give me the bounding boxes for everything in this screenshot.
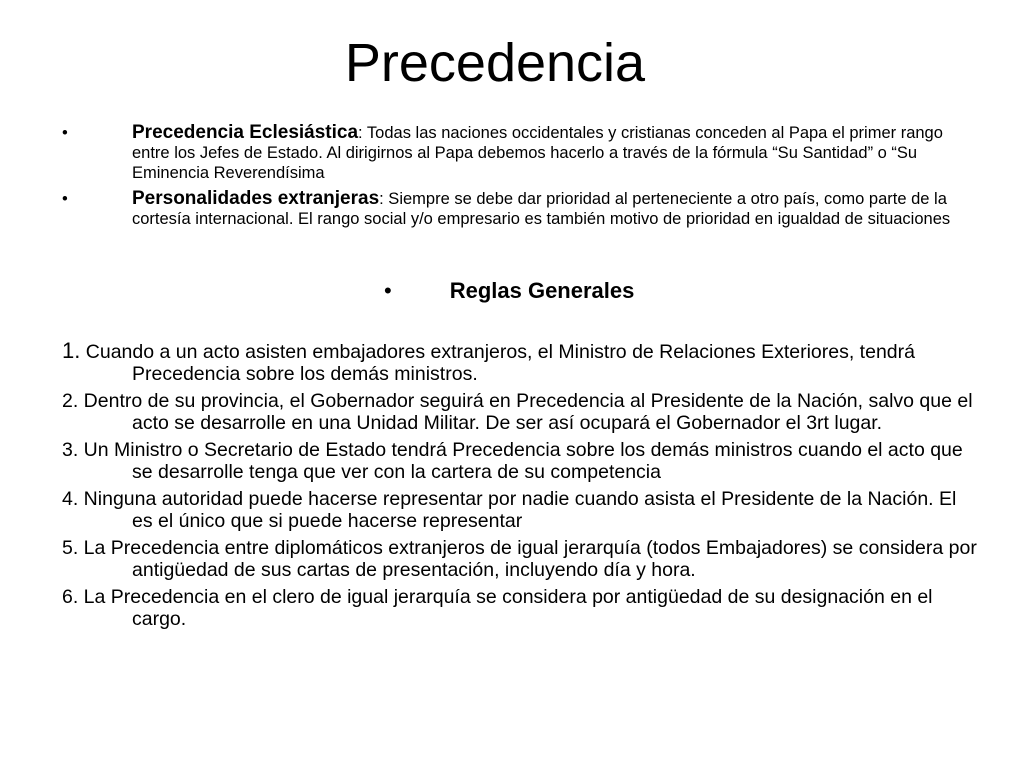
rule-text: Cuando a un acto asisten embajadores extranjeros, el Ministro de Relaciones Exteriores, tendrá Precedencia sobre los demás ministros.: [80, 341, 915, 385]
rule-text: La Precedencia en el clero de igual jerarquía se considera por antigüedad de su designación en el cargo.: [78, 586, 933, 630]
bullet-lead: Precedencia Eclesiástica: [132, 122, 359, 143]
rules-list: [62, 340, 982, 635]
bullet-extranjeras: [62, 189, 982, 229]
bullet-marker: •: [62, 190, 68, 208]
rule-number: 6.: [62, 586, 79, 608]
rule-number: 3.: [62, 439, 79, 461]
rule-item: [62, 439, 982, 483]
section-heading: [384, 277, 634, 305]
slide-title: Precedencia: [344, 33, 646, 93]
section-heading-text: Reglas Generales: [449, 278, 635, 303]
rule-item: [62, 488, 982, 532]
rule-text: La Precedencia entre diplomáticos extranjeros de igual jerarquía (todos Embajadores) se considera por antigüedad de sus cartas de presentación, incluyendo día y hora.: [78, 537, 977, 581]
bullet-content: [132, 189, 982, 229]
bullet-body: : Siempre se debe dar prioridad al perteneciente a otro país, como parte de la cortesía internacional. El rango social y/o empresario es también motivo de prioridad en igualdad de situaciones: [132, 190, 951, 228]
rule-item: [62, 586, 982, 630]
rule-text: Un Ministro o Secretario de Estado tendrá Precedencia sobre los demás ministros cuando el acto que se desarrolle tenga que ver con la cartera de su competencia: [78, 439, 963, 483]
rule-number: 5.: [62, 537, 79, 559]
rule-item: [62, 340, 982, 385]
rule-text: Dentro de su provincia, el Gobernador seguirá en Precedencia al Presidente de la Nación, salvo que el acto se desarrolle en una Unidad Militar. De ser así ocupará el Gobernador el 3rt lugar.: [78, 390, 973, 434]
bullet-content: [132, 123, 982, 183]
bullet-eclesiastica: [62, 123, 982, 183]
bullet-body: : Todas las naciones occidentales y cristianas conceden al Papa el primer rango entre los Jefes de Estado. Al dirigirnos al Papa debemos hacerlo a través de la fórmula “Su Santidad” o “Su Eminencia Reverendísima: [132, 124, 943, 182]
rule-number: 2.: [62, 390, 79, 412]
rule-text: Ninguna autoridad puede hacerse representar por nadie cuando asista el Presidente de la Nación. El es el único que si puede hacerse representar: [78, 488, 957, 532]
rule-number: 1.: [62, 338, 81, 363]
rule-item: [62, 537, 982, 581]
bullet-lead: Personalidades extranjeras: [132, 188, 380, 209]
bullet-marker: •: [62, 124, 68, 142]
rule-number: 4.: [62, 488, 79, 510]
section-marker: •: [384, 278, 392, 303]
rule-item: [62, 390, 982, 434]
